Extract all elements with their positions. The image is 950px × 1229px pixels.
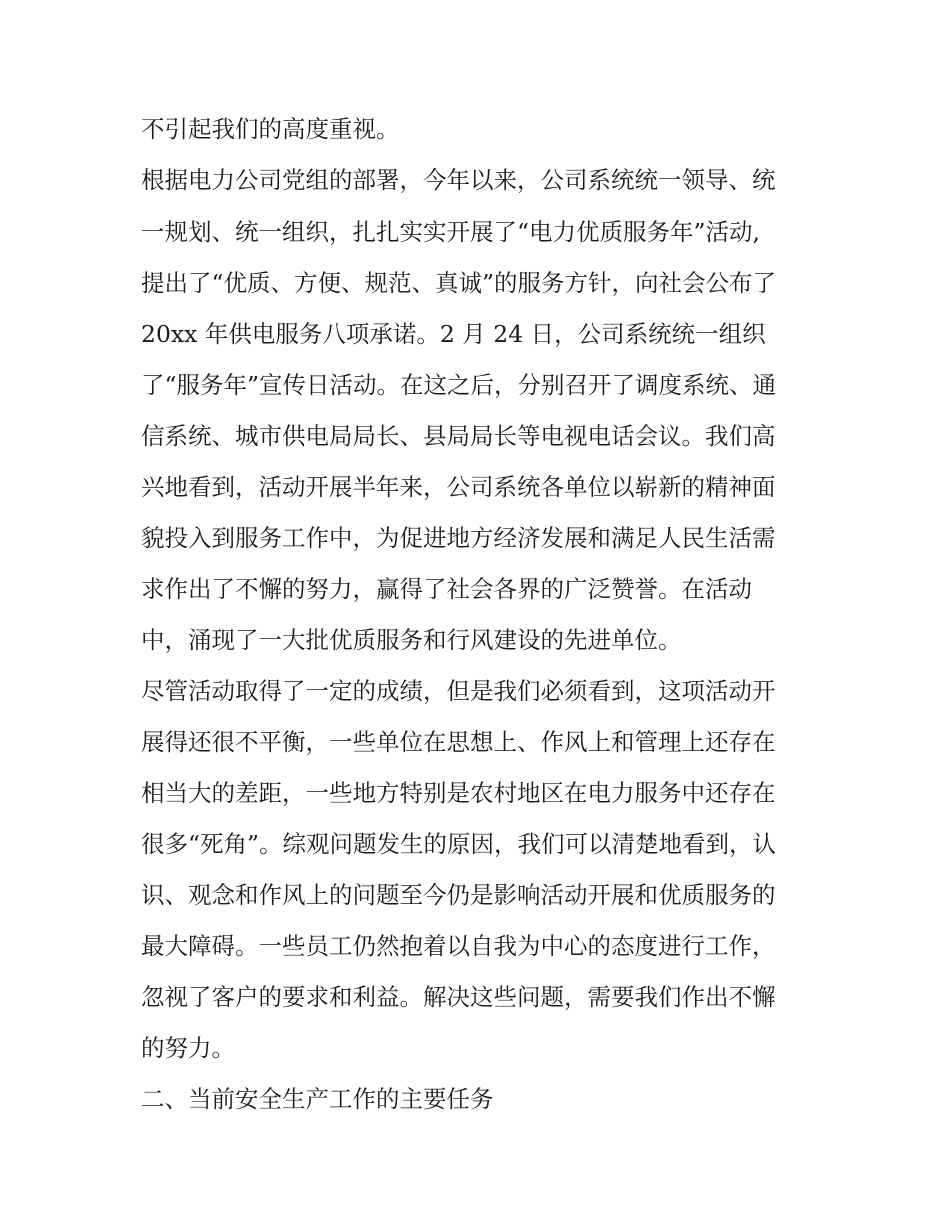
- text-line: 20xx 年供电服务八项承诺。2 月 24 日，公司系统统一组织: [141, 320, 766, 348]
- text-line: 信系统、城市供电局局长、县局局长等电视电话会议。我们高: [141, 422, 776, 450]
- text-line: 不引起我们的高度重视。: [141, 115, 400, 143]
- text-line: 兴地看到，活动开展半年来，公司系统各单位以崭新的精神面: [141, 473, 776, 501]
- text-line: 很多“死角”。综观问题发生的原因，我们可以清楚地看到，认: [141, 830, 777, 858]
- text-line: 的努力。: [141, 1034, 235, 1062]
- text-line: 尽管活动取得了一定的成绩，但是我们必须看到，这项活动开: [141, 677, 776, 705]
- text-line: 貌投入到服务工作中，为促进地方经济发展和满足人民生活需: [141, 524, 776, 552]
- text-line: 中，涌现了一大批优质服务和行风建设的先进单位。: [141, 626, 682, 654]
- text-line: 识、观念和作风上的问题至今仍是影响活动开展和优质服务的: [141, 881, 776, 909]
- text-line: 求作出了不懈的努力，赢得了社会各界的广泛赞誉。在活动: [141, 575, 752, 603]
- text-line: 展得还很不平衡，一些单位在思想上、作风上和管理上还存在: [141, 728, 776, 756]
- text-line: 最大障碍。一些员工仍然抱着以自我为中心的态度进行工作，: [141, 932, 776, 960]
- text-line: 忽视了客户的要求和利益。解决这些问题，需要我们作出不懈: [141, 983, 776, 1011]
- text-line: 根据电力公司党组的部署，今年以来，公司系统统一领导、统: [141, 166, 776, 194]
- section-heading: 二、当前安全生产工作的主要任务: [141, 1085, 494, 1113]
- text-line: 相当大的差距，一些地方特别是农村地区在电力服务中还存在: [141, 779, 776, 807]
- text-line: 了“服务年”宣传日活动。在这之后，分别召开了调度系统、通: [141, 371, 777, 399]
- text-line: 提出了“优质、方便、规范、真诚”的服务方针，向社会公布了: [141, 269, 777, 297]
- text-line: 一规划、统一组织，扎扎实实开展了“电力优质服务年”活动,: [141, 218, 760, 246]
